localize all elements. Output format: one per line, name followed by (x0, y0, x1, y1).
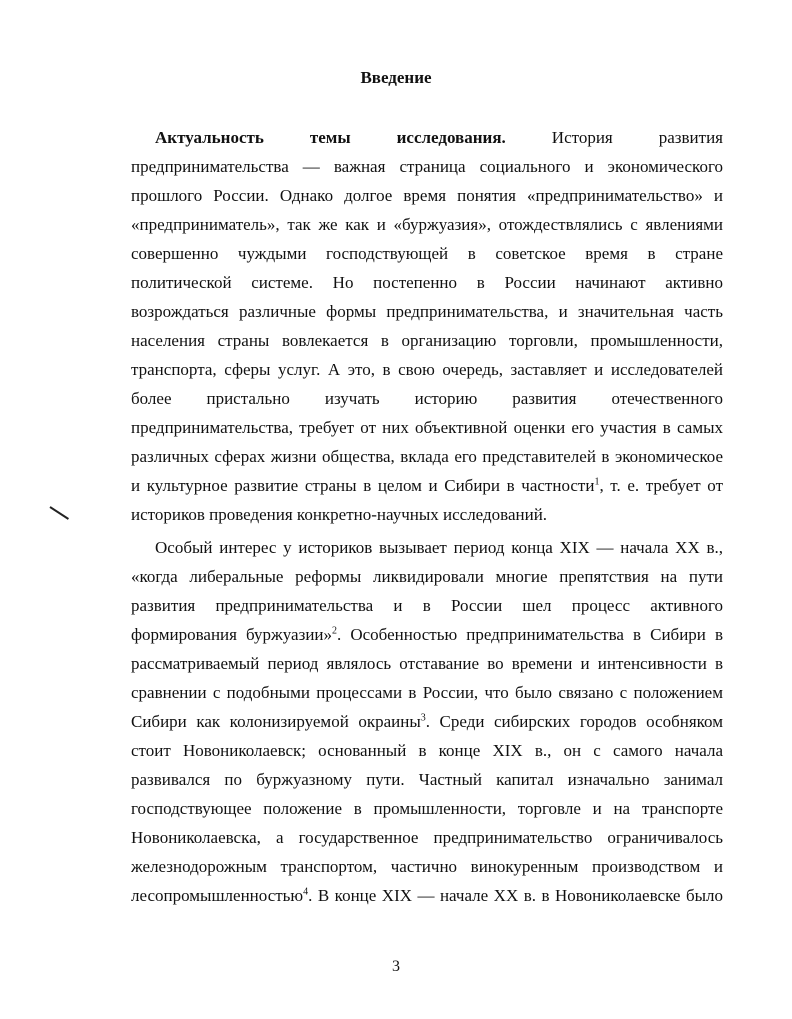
text-line-18: формирования буржуазии»$^2$. Особенностью предпринимательства в Сибири в (131, 625, 723, 644)
footnote-ref-3: 3 (420, 712, 426, 724)
footnote-ref-1: 1 (594, 476, 600, 488)
text-line-7: возрождаться различные формы предпринимательства, и значительная часть (131, 302, 723, 321)
footnote-ref-2: 2 (332, 625, 338, 637)
text-line-6: политической системе. Но постепенно в России начинают активно (131, 273, 723, 292)
text-line-22: стоит Новониколаевск; основанный в конце XIX в., он с самого начала (131, 741, 723, 760)
text-line-14: историков проведения конкретно-научных исследований. (131, 505, 548, 524)
text-line-5: совершенно чуждыми господствующей в советское время в стране (131, 244, 723, 263)
text-line-17: развития предпринимательства и в России шел процесс активного (131, 596, 723, 615)
text-line-16: «когда либеральные реформы ликвидировали многие препятствия на пути (131, 567, 723, 586)
text-line-8: населения страны вовлекается в организацию торговли, промышленности, (131, 331, 723, 350)
topic-label: Актуальность темы исследования. (155, 128, 506, 147)
text-line-2: предпринимательства — важная страница социального и экономического (131, 157, 723, 176)
text-line-13: и культурное развитие страны в целом и Сибири в частности$^1$, т. е. требует от (131, 476, 723, 495)
text-line-26: железнодорожным транспортом, частично винокуренным производством и (131, 857, 723, 876)
text-line-27: лесопромышленностью$^4$. В конце XIX — начале XX в. в Новониколаевске было (131, 886, 723, 905)
text-line-10: более пристально изучать историю развития отечественного (131, 389, 723, 408)
text-line-15: Особый интерес у историков вызывает период конца XIX — начала XX в., (155, 538, 723, 557)
text-line-21: Сибири как колонизируемой окраины$^3$. Среди сибирских городов особняком (131, 712, 723, 731)
text-line-11: предпринимательства, требует от них объективной оценки его участия в самых (131, 418, 723, 437)
text-line-23: развивался по буржуазному пути. Частный капитал изначально занимал (131, 770, 723, 789)
page-number: 3 (392, 958, 400, 975)
section-heading: Введение (360, 68, 432, 87)
text-line-4: «предприниматель», так же как и «буржуазия», отождествлялись с явлениями (131, 215, 723, 234)
text-line-12: различных сферах жизни общества, вклада его представителей в экономическое (131, 447, 723, 466)
text-line-1: Актуальность темы исследования. История развития (155, 128, 723, 147)
text-line-20: сравнении с подобными процессами в России, что было связано с положением (131, 683, 723, 702)
footnote-ref-4: 4 (303, 886, 309, 898)
margin-pen-mark (49, 506, 69, 520)
text-line-3: прошлого России. Однако долгое время понятия «предпринимательство» и (131, 186, 723, 205)
text-line-25: Новониколаевска, а государственное предпринимательство ограничивалось (131, 828, 723, 847)
text-line-9: транспорта, сферы услуг. А это, в свою очередь, заставляет и исследователей (131, 360, 723, 379)
text-line-19: рассматриваемый период являлось отставание во времени и интенсивности в (131, 654, 723, 673)
text-line-24: господствующее положение в промышленности, торговле и на транспорте (131, 799, 723, 818)
